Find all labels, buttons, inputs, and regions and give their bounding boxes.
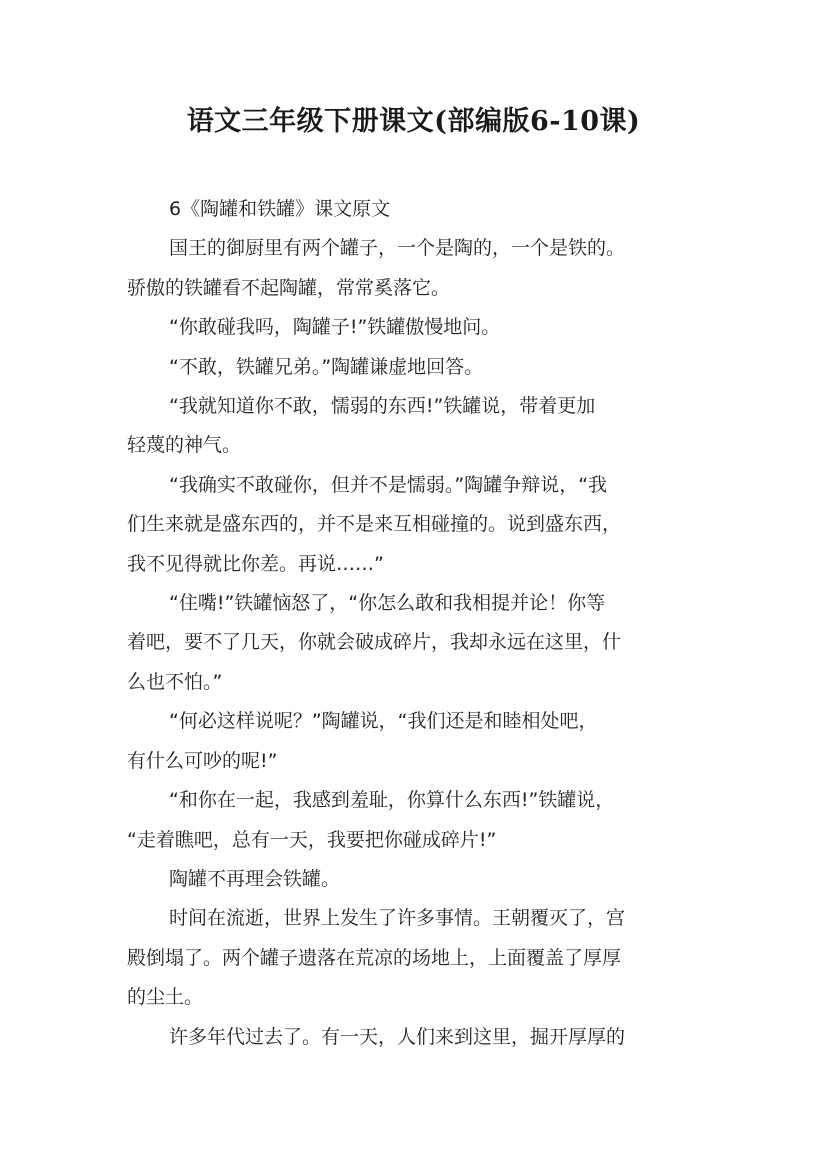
text-line: 轻蔑的神气。 (127, 434, 242, 457)
text-line: 骄傲的铁罐看不起陶罐，常常奚落它。 (127, 276, 451, 299)
text-line: 陶罐不再理会铁罐。 (169, 867, 341, 890)
paragraph (127, 229, 727, 308)
document-body (127, 190, 727, 1057)
text-line: “不敢，铁罐兄弟。”陶罐谦虚地回答。 (169, 355, 484, 378)
text-line: “走着瞧吧，总有一天，我要把你碰成碎片!” (127, 828, 497, 851)
text-line: 时间在流逝，世界上发生了许多事情。王朝覆灭了，宫 (169, 907, 626, 930)
text-line: “你敢碰我吗，陶罐子!”铁罐傲慢地问。 (169, 316, 501, 339)
paragraph (127, 308, 727, 347)
text-line: 有什么可吵的呢!” (127, 749, 278, 772)
text-line: “住嘴!”铁罐恼怒了，“你怎么敢和我相提并论！你等 (169, 592, 606, 615)
text-line: 的尘土。 (127, 986, 204, 1009)
text-line: 我不见得就比你差。再说……” (127, 552, 384, 575)
text-line: 么也不怕。” (127, 670, 223, 693)
paragraph (127, 781, 727, 860)
section-heading: 6《陶罐和铁罐》课文原文 (169, 198, 391, 220)
text-line: 国王的御厨里有两个罐子，一个是陶的，一个是铁的。 (169, 237, 626, 260)
text-line: 许多年代过去了。有一天，人们来到这里，掘开厚厚的 (169, 1025, 626, 1048)
paragraph (127, 387, 727, 466)
document-title: 语文三年级下册课文(部编版6-10课) (186, 106, 641, 137)
text-line: 殿倒塌了。两个罐子遗落在荒凉的场地上，上面覆盖了厚厚 (127, 946, 622, 969)
paragraph (127, 899, 727, 1017)
text-line: 们生来就是盛东西的，并不是来互相碰撞的。说到盛东西， (127, 513, 622, 536)
text-line: “我就知道你不敢，懦弱的东西!”铁罐说，带着更加 (169, 395, 596, 418)
paragraph (127, 1018, 727, 1057)
paragraph (127, 860, 727, 899)
paragraph (127, 702, 727, 781)
text-line: 着吧，要不了几天，你就会破成碎片，我却永远在这里，什 (127, 631, 622, 654)
text-line: “和你在一起，我感到羞耻，你算什么东西!”铁罐说， (169, 789, 615, 812)
text-line: “何必这样说呢？”陶罐说，“我们还是和睦相处吧， (169, 710, 598, 733)
paragraph (127, 348, 727, 387)
paragraph (127, 466, 727, 584)
text-line: “我确实不敢碰你，但并不是懦弱。”陶罐争辩说，“我 (169, 473, 608, 496)
paragraph (127, 584, 727, 702)
